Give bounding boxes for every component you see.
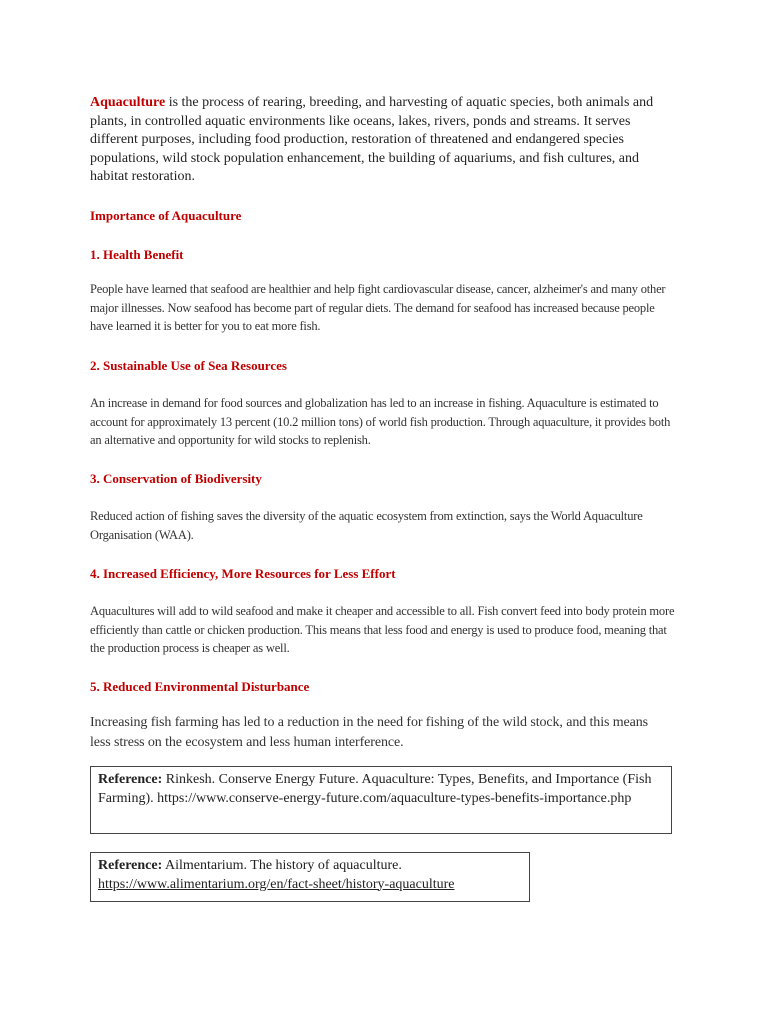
heading-biodiversity: 3. Conservation of Biodiversity (90, 471, 262, 486)
para-health-benefit: People have learned that seafood are healthier and help fight cardiovascular disease, cancer, alzheimer's and many other major illnesses. Now seafood has become part of regular diets. The demand for seafood has increased because people have learned it is better for you to eat more fish. (90, 282, 666, 333)
heading-health-benefit: 1. Health Benefit (90, 247, 184, 262)
heading-environmental: 5. Reduced Environmental Disturbance (90, 679, 310, 694)
reference-box-2 (90, 852, 530, 902)
para-environmental: Increasing fish farming has led to a reduction in the need for fishing of the wild stock, and this means less stress on the ecosystem and less human interference. (90, 715, 649, 750)
intro-paragraph (90, 94, 676, 187)
heading-sustainable-use: 2. Sustainable Use of Sea Resources (90, 358, 287, 373)
reference-label: Reference: (98, 772, 163, 787)
reference-text: Ailmentarium. The history of aquaculture. (162, 858, 402, 873)
reference-link[interactable]: https://www.alimentarium.org/en/fact-sheet/history-aquaculture (98, 876, 455, 892)
heading-efficiency: 4. Increased Efficiency, More Resources for Less Effort (90, 566, 396, 581)
reference-label: Reference: (98, 858, 163, 873)
para-efficiency: Aquacultures will add to wild seafood and make it cheaper and accessible to all. Fish convert feed into body protein more efficiently than cattle or chicken production. This means that less food and energy is used to produce food, meaning that the production process is cheaper as well. (90, 604, 675, 655)
reference-text: Rinkesh. Conserve Energy Future. Aquaculture: Types, Benefits, and Importance (Fish Farming). https://www.conserve-energy-future.com/aquaculture-types-benefits-importance.php (98, 772, 652, 806)
intro-text: is the process of rearing, breeding, and harvesting of aquatic species, both animals and plants, in controlled aquatic environments like oceans, lakes, rivers, ponds and streams. It serves different purposes, including food production, restoration of threatened and endangered species populations, wild stock population enhancement, the building of aquariums, and fish cultures, and habitat restoration. (90, 95, 654, 184)
para-sustainable-use: An increase in demand for food sources and globalization has led to an increase in fishing. Aquaculture is estimated to account for approximately 13 percent (10.2 million tons) of world fish production. Through aquaculture, it provides both an alternative and opportunity for wild stocks to replenish. (90, 396, 671, 447)
reference-box-1 (90, 766, 672, 834)
intro-term: Aquaculture (90, 95, 166, 110)
para-biodiversity: Reduced action of fishing saves the diversity of the aquatic ecosystem from extinction, says the World Aquaculture Organisation (WAA). (90, 509, 643, 542)
section-title: Importance of Aquaculture (90, 208, 242, 223)
